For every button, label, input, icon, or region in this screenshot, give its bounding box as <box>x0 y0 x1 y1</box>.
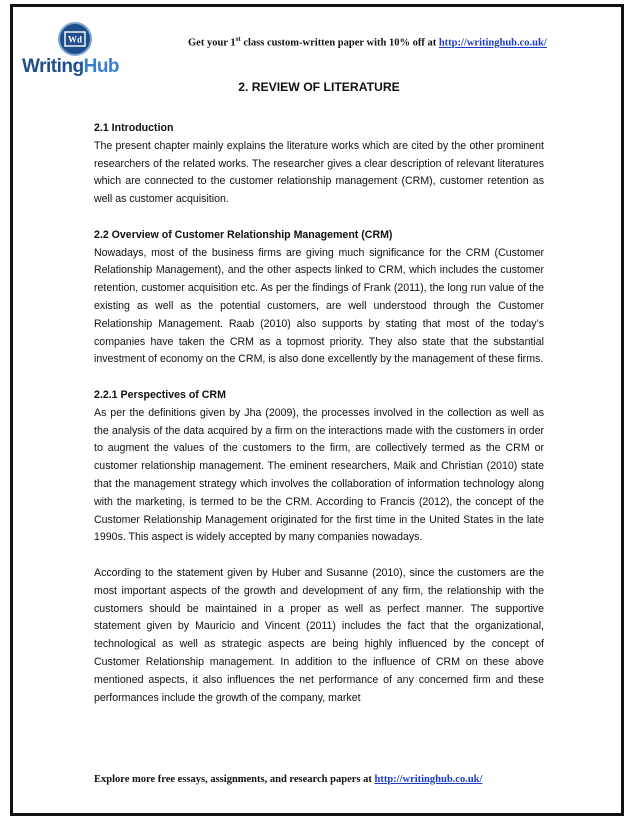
paragraph-perspectives-2: According to the statement given by Huber and Susanne (2010), since the customers are the most important aspects of the growth and development of any firm, the relationship with the customers should be maintained in a proper as well as perfect manner. The supportive statement given by Mauricio and Vincent (2011) includes the fact that the organizational, technological as well as strategic aspects are being highly influenced by the concept of Customer Relationship management. In addition to the influence of CRM on these above mentioned aspects, it also influences the net performance of any concerned firm and these performances include the growth of the company, market <box>94 566 544 704</box>
paragraph-perspectives-1: As per the definitions given by Jha (2009), the processes involved in the collection as well as the analysis of the data acquired by a firm on the interactions made with the customers in order to augment the values of the customers to the firm, are collectively termed as the CRM or customer relationship management. The eminent researchers, Maik and Christian (2010) state that the management strategy which involves the collaboration of information technology along with the marketing, is termed to be the CRM. According to Francis (2012), the concept of the Customer Relationship Management originated for the first time in the United States in the late 1990s. This aspect is widely accepted by many companies nowadays. <box>94 406 544 544</box>
logo-wordmark <box>22 56 119 78</box>
page-title-text: 2. REVIEW OF LITERATURE <box>238 80 400 94</box>
logo-badge-icon <box>58 22 92 56</box>
footer-text: Explore more free essays, assignments, and research papers at <box>94 774 375 785</box>
paragraph-introduction: The present chapter mainly explains the literature works which are cited by the other prominent researchers of the related works. The researcher gives a clear description of relevant literatures which are connected to the customer relationship management (CRM), customer retention as well as customer acquisition. <box>94 139 544 206</box>
paragraph-crm-overview: Nowadays, most of the business firms are giving much significance for the CRM (Customer Relationship Management), and the other aspects linked to CRM, which includes the customer retention, customer acquisition etc. As per the findings of Frank (2011), the long run value of the existing as well as the potential customers, are well understood through the Customer Relationship Management. Raab (2010) also supports by stating that most of the today’s companies have taken the CRM as a topmost priority. They also state that the substantial investment of economy on the CRM, is also done excellently by the management of these firms. <box>94 246 544 366</box>
section-heading-introduction: 2.1 Introduction <box>94 122 174 134</box>
document-body <box>94 120 544 707</box>
section-heading-crm-overview: 2.2 Overview of Customer Relationship Management (CRM) <box>94 228 393 241</box>
top-promo-banner <box>188 35 588 49</box>
section-heading-perspectives: 2.2.1 Perspectives of CRM <box>94 388 226 401</box>
writinghub-logo[interactable] <box>22 22 132 78</box>
logo-word-hub: Hub <box>83 56 120 77</box>
page-title <box>0 80 638 94</box>
banner-superscript: st <box>235 35 241 43</box>
footer-link[interactable]: http://writinghub.co.uk/ <box>374 774 483 785</box>
logo-word-writing: Writing <box>22 56 84 77</box>
banner-text-end: class custom-written paper with 10% off at <box>240 37 439 49</box>
banner-text-start: Get your 1 <box>188 37 236 49</box>
footer-promo-banner <box>94 774 482 785</box>
banner-link[interactable]: http://writinghub.co.uk/ <box>438 37 547 49</box>
svg-text:Wd: Wd <box>67 34 83 45</box>
book-icon <box>64 31 86 47</box>
